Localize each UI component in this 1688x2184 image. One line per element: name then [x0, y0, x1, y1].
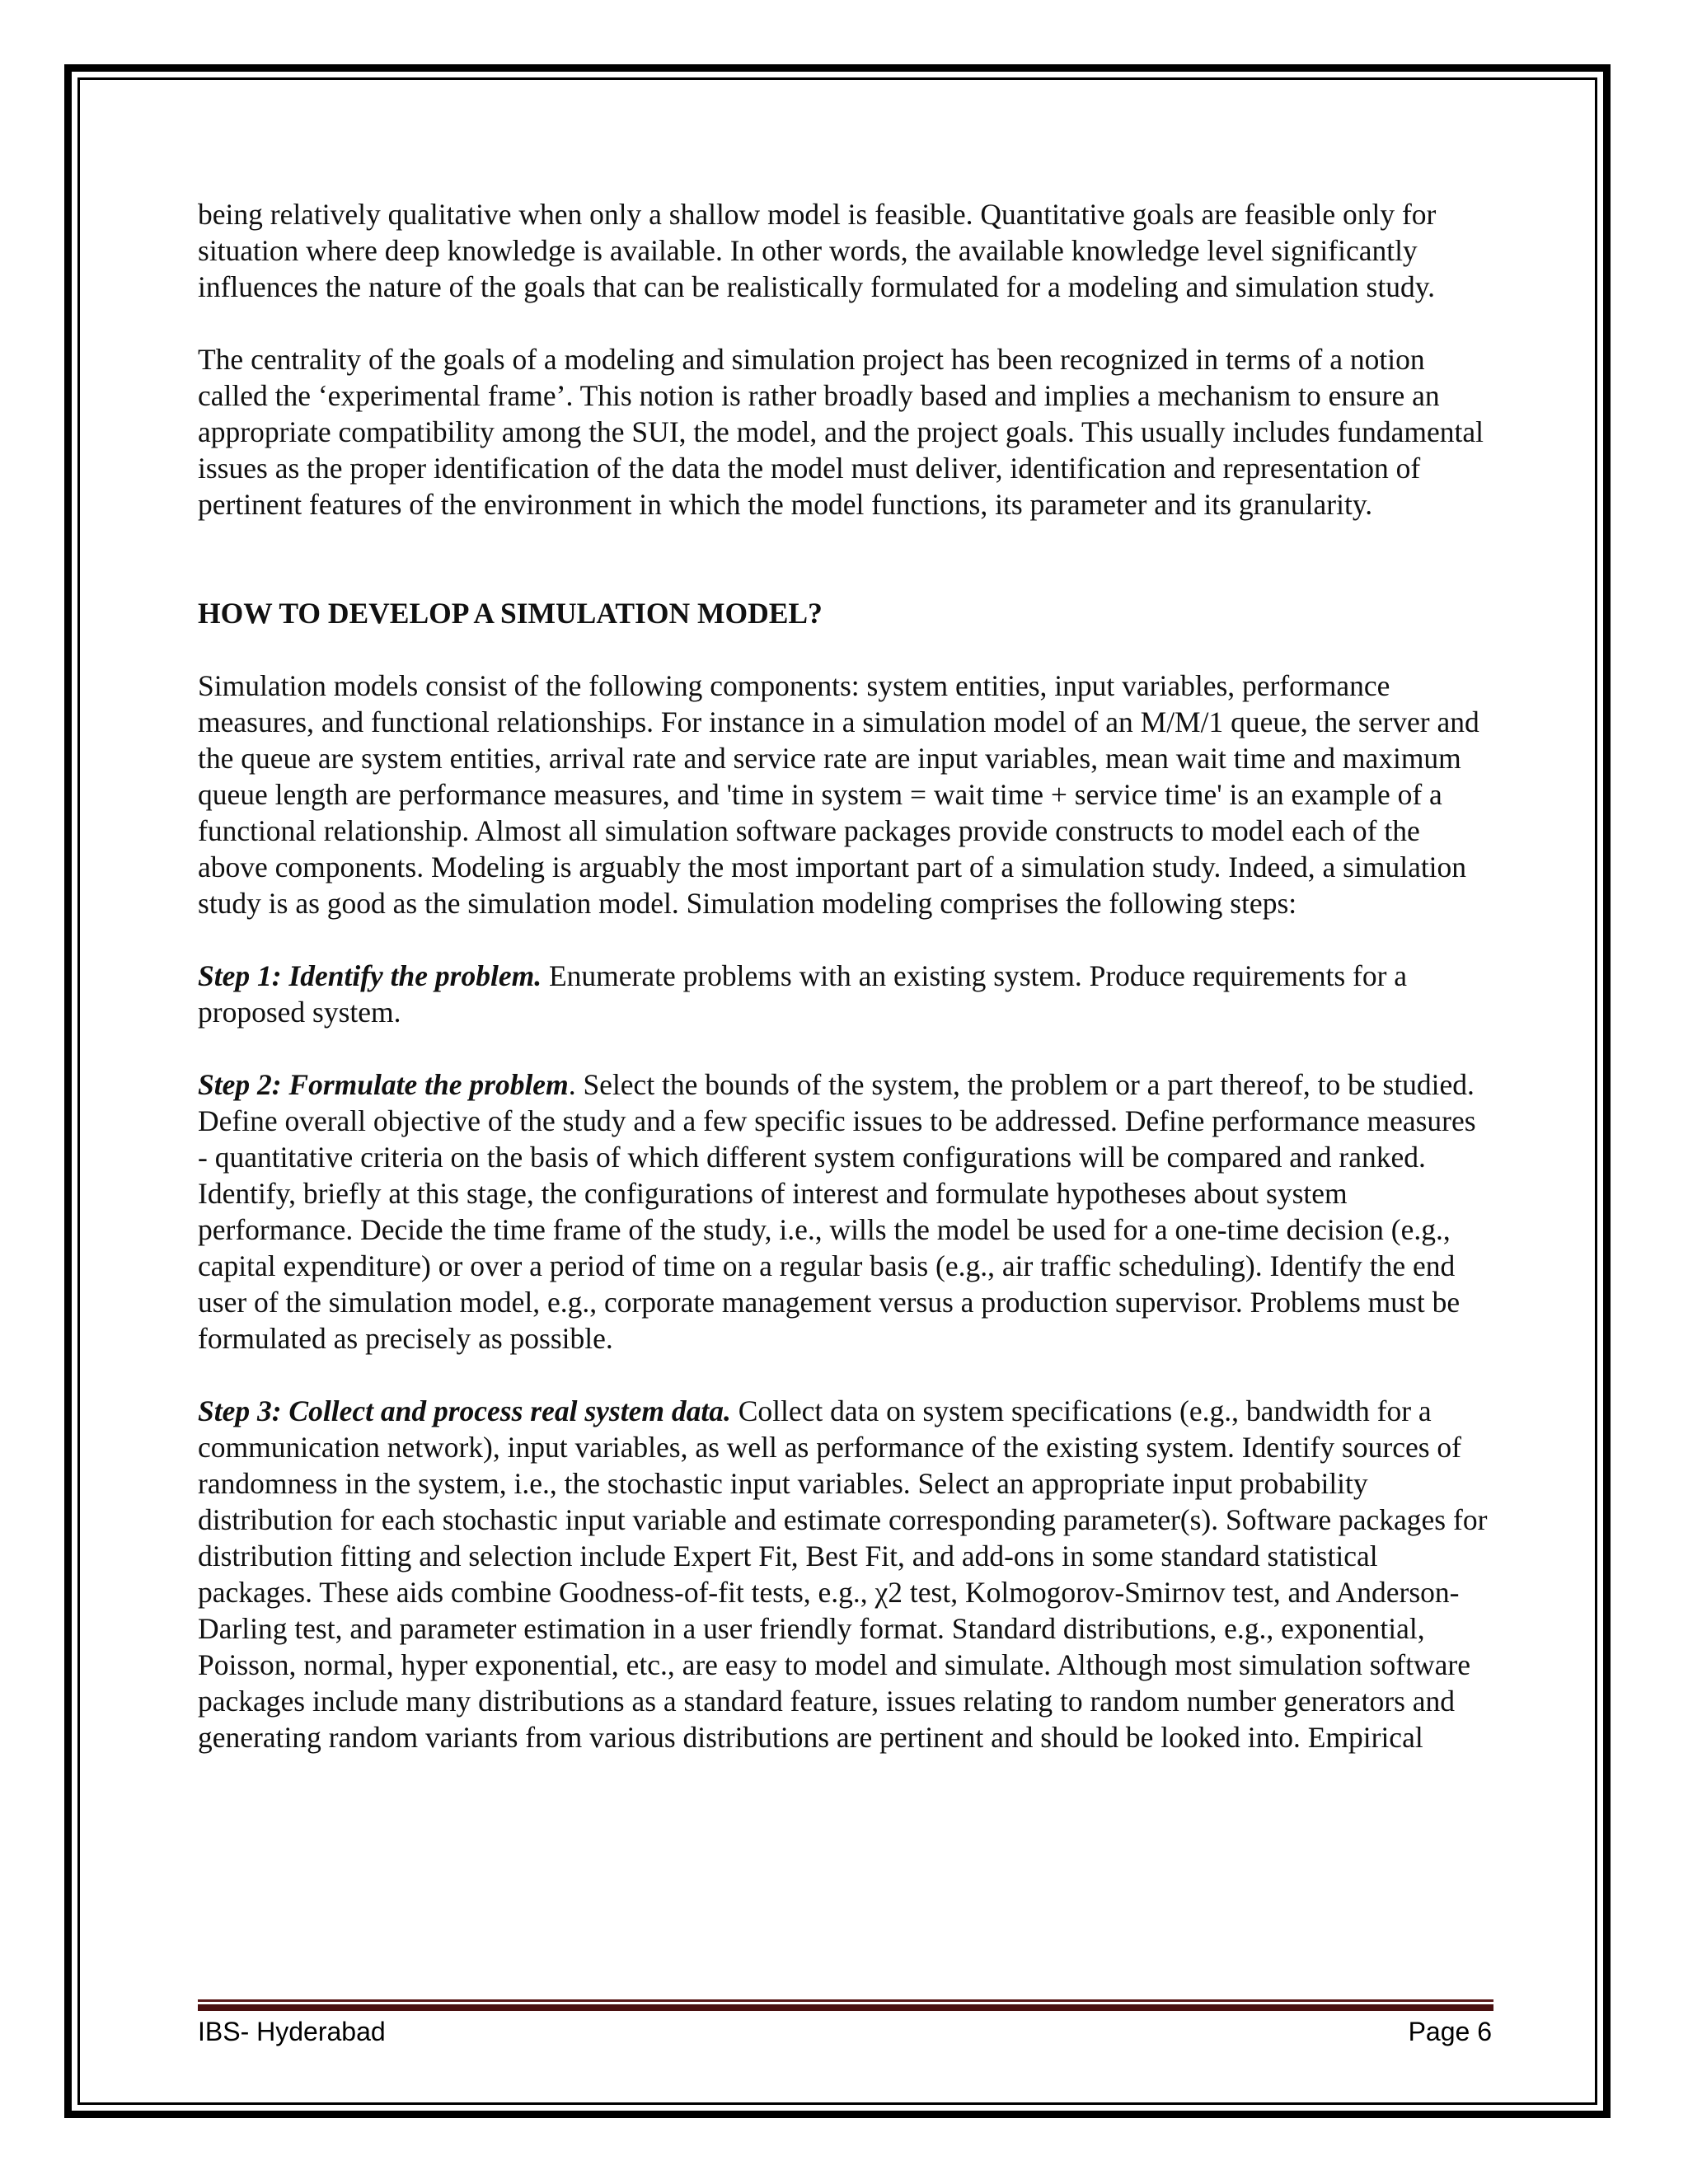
- step-1-text: Enumerate problems with an existing system. Produce requirements for a proposed system.: [198, 959, 1408, 1029]
- step-2-title: Step 2: Formulate the problem: [198, 1068, 569, 1101]
- footer-institution: IBS- Hyderabad: [198, 2017, 386, 2046]
- document-body: [198, 196, 1492, 1755]
- step-2-text: . Select the bounds of the system, the problem or a part thereof, to be studied. Define overall objective of the study and a few specific issues to be addressed. Define performance measures - quantitative criteria on the basis of which different system configurations will be compared and ranked. Identify, briefly at this stage, the configurations of interest and formulate hypotheses about system performance. Decide the time frame of the study, i.e., wills the model be used for a one-time decision (e.g., capital expenditure) or over a period of time on a regular basis (e.g., air traffic scheduling). Identify the end user of the simulation model, e.g., corporate management versus a production supervisor. Problems must be formulated as precisely as possible.: [198, 1068, 1476, 1355]
- spacer: [198, 523, 1492, 595]
- step-3-text: Collect data on system specifications (e.g., bandwidth for a communication network), input variables, as well as performance of the existing system. Identify sources of randomness in the system, i.e., the stochastic input variables. Select an appropriate input probability distribution for each stochastic input variable and estimate corresponding parameter(s). Software packages for distribution fitting and selection include Expert Fit, Best Fit, and add-ons in some standard statistical packages. These aids combine Goodness-of-fit tests, e.g., χ2 test, Kolmogorov-Smirnov test, and Anderson-Darling test, and parameter estimation in a user friendly format. Standard distributions, e.g., exponential, Poisson, normal, hyper exponential, etc., are easy to model and simulate. Although most simulation software packages include many distributions as a standard feature, issues relating to random number generators and generating random variants from various distributions are pertinent and should be looked into. Empirical: [198, 1394, 1488, 1754]
- step-3-title: Step 3: Collect and process real system data.: [198, 1394, 731, 1427]
- step-2-paragraph: [198, 1066, 1492, 1357]
- footer-rule-thin: [198, 1999, 1493, 2002]
- paragraph-model-components: Simulation models consist of the following components: system entities, input variables, performance measures, and functional relationships. For instance in a simulation model of an M/M/1 queue, the server and the queue are system entities, arrival rate and service rate are input variables, mean wait time and maximum queue length are performance measures, and 'time in system = wait time + service time' is an example of a functional relationship. Almost all simulation software packages provide constructs to model each of the above components. Modeling is arguably the most important part of a simulation study. Indeed, a simulation study is as good as the simulation model. Simulation modeling comprises the following steps:: [198, 669, 1479, 920]
- step-1-paragraph: [198, 958, 1492, 1030]
- step-3-paragraph: [198, 1393, 1492, 1755]
- spacer: [198, 1357, 1492, 1393]
- spacer: [198, 921, 1492, 958]
- paragraph-knowledge-level: being relatively qualitative when only a shallow model is feasible. Quantitative goals are feasible only for situation where deep knowledge is available. In other words, the available knowledge level significantly influences the nature of the goals that can be realistically formulated for a modeling and simulation study.: [198, 198, 1437, 303]
- footer-rule-thick: [198, 2004, 1493, 2011]
- paragraph-experimental-frame: The centrality of the goals of a modeling and simulation project has been recognized in terms of a notion called the ‘experimental frame’. This notion is rather broadly based and implies a mechanism to ensure an appropriate compatibility among the SUI, the model, and the project goals. This usually includes fundamental issues as the proper identification of the data the model must deliver, identification and representation of pertinent features of the environment in which the model functions, its parameter and its granularity.: [198, 343, 1484, 521]
- spacer: [198, 1030, 1492, 1066]
- section-heading: HOW TO DEVELOP A SIMULATION MODEL?: [198, 597, 823, 630]
- step-1-title: Step 1: Identify the problem.: [198, 959, 542, 992]
- spacer: [198, 305, 1492, 341]
- spacer: [198, 631, 1492, 668]
- footer-page-number: Page 6: [1408, 2017, 1492, 2046]
